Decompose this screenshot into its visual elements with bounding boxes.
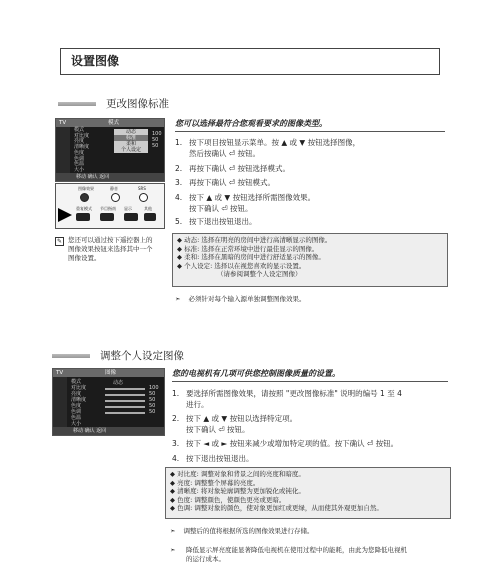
tv-values: 100 50 50 50 50 <box>149 385 159 415</box>
tv-menu-screenshot <box>52 368 165 436</box>
picture-mode-button <box>80 193 89 202</box>
tv-values: 100 50 50 <box>152 131 162 149</box>
tip-line: ➣ 调整后的值将根据所选的图像效果进行存储。 <box>170 527 314 535</box>
srs-button <box>139 193 148 202</box>
step-item: 1. 要选择所需图像效果，请按照 "更改图像标准" 说明的编号 1 至 4 进行。 <box>172 389 402 409</box>
tip-arrow-icon: ➣ <box>175 295 181 303</box>
tv-menu-sidebar <box>53 377 67 428</box>
remote-control-illustration: 图像效果 静音 SRS 重复模式 节目指南 显示 其他 <box>55 183 165 229</box>
step-item: 1. 按下项目按钮显示菜单。按 ▲ 或 ▼ 按钮选择图像， 然后按确认 ⏎ 按钮。 <box>175 138 361 158</box>
side-note: ✎ 您还可以通过按下遥控器上的 图像效果按钮来选择其中一个 图像设置。 <box>56 236 153 262</box>
section-subtitle: 您可以选择最符合您观看要求的图像类型。 <box>175 118 445 132</box>
section-subtitle: 您的电视机有几项可供您控制图像质量的设置。 <box>172 368 448 382</box>
page-title: 设置图像 <box>60 48 440 75</box>
tv-menu-footer: 移动 确认 返回 <box>53 427 164 435</box>
tv-menu-rows: 模式 对比度 亮度 清晰度 色度 色调 色温 大小 <box>71 379 87 427</box>
step-item: 3. 再按下确认 ⏎ 按钮模式。 <box>175 178 276 187</box>
step-item: 5. 按下退出按钮退出。 <box>175 217 257 226</box>
section-bar <box>52 354 90 358</box>
tv-menu-header: TV 图像 <box>53 369 164 377</box>
mute-button <box>111 193 120 202</box>
tip-arrow-icon: ➣ <box>170 546 176 554</box>
step-item: 2. 再按下确认 ⏎ 按钮选择模式。 <box>175 164 291 173</box>
tv-option-list: 动态 标准 柔和 个人设定 <box>114 129 148 153</box>
remote-button-row <box>76 213 156 222</box>
pointer-arrow-icon <box>58 204 78 226</box>
tv-mode-value: 动态 <box>113 380 124 386</box>
tip-arrow-icon: ➣ <box>170 527 176 535</box>
notes-box: ◆ 对比度: 调整对象和背景之间的亮度和暗度。 ◆ 亮度: 调整整个屏幕的亮度。 ◆ 清晰度: 将对象轮廓调整为更加锐化或钝化。 ◆ 色度: 调整颜色，使颜色更亮或更暗。 ◆ 色调: 调整对象的颜色，使对象更加红或更绿，从而使其外观更加自然。 <box>165 467 451 519</box>
section-bar <box>58 102 96 106</box>
step-item: 4. 按下退出按钮退出。 <box>172 454 254 463</box>
tip-line: ➣ 降低显示屏亮度能显著降低电视机在使用过程中的能耗，由此为您降低电视机 的运行成本。 <box>170 546 407 563</box>
section-title: 调整个人设定图像 <box>100 350 184 362</box>
tv-menu-screenshot <box>55 118 165 182</box>
tv-menu-sidebar <box>56 127 70 174</box>
notes-box: ◆ 动态: 选择在明亮的房间中进行高清晰显示的图像。 ◆ 标准: 选择在正常环境中进行最佳显示的图像。 ◆ 柔和: 选择在黑暗的房间中进行舒适显示的图像。 ◆ 个人设定: 选择以在视您喜欢的显示设置。 （请参阅调整个人设定图像） <box>172 233 448 287</box>
note-icon: ✎ <box>56 238 63 245</box>
tv-slider-bars <box>105 386 145 414</box>
step-item: 3. 按下 ◄ 或 ► 按钮来减少或增加特定项的值。按下确认 ⏎ 按钮。 <box>172 439 399 448</box>
section-title: 更改图像标准 <box>106 98 169 110</box>
tv-menu-header: TV 模式 <box>56 119 164 127</box>
step-item: 2. 按下 ▲ 或 ▼ 按钮以选择特定项。 按下确认 ⏎ 按钮。 <box>172 414 298 434</box>
tv-menu-rows: 模式 对比度 亮度 清晰度 色度 色调 色温 大小 <box>74 127 90 173</box>
tip-line: ➣ 必须针对每个输入源单独调整图像效果。 <box>175 295 306 303</box>
step-item: 4. 按下 ▲ 或 ▼ 按钮选择所需图像效果。 按下确认 ⏎ 按钮。 <box>175 193 316 213</box>
tv-menu-footer: 移动 确认 返回 <box>56 173 164 181</box>
